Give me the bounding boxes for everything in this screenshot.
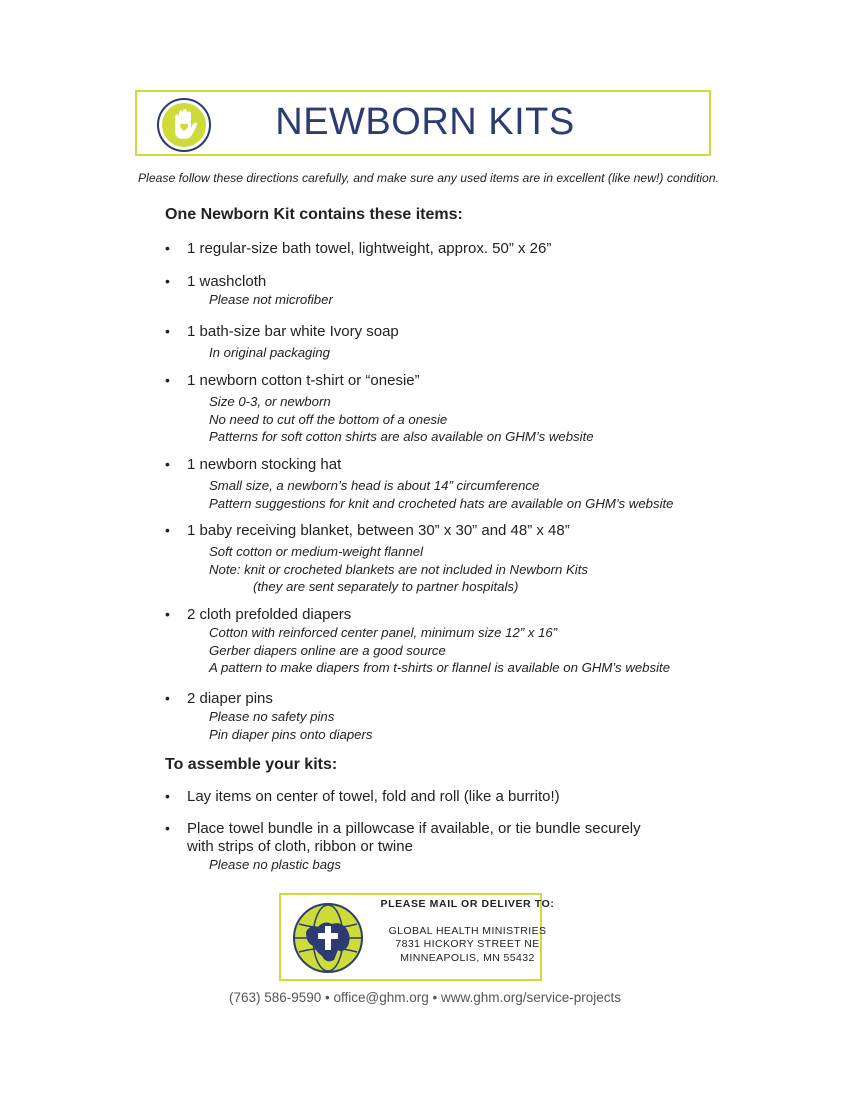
list-item bbox=[165, 820, 645, 874]
bullet: • bbox=[165, 273, 170, 289]
item-text: 1 washcloth bbox=[187, 273, 267, 290]
list-item bbox=[165, 456, 725, 512]
item-note: Soft cotton or medium-weight flannel bbox=[209, 544, 424, 559]
mail-heading: PLEASE MAIL OR DELIVER TO: bbox=[380, 898, 555, 910]
item-note: Please no safety pins bbox=[209, 709, 335, 724]
item-note: Small size, a newborn’s head is about 14” circumference bbox=[209, 478, 540, 493]
item-note: Pin diaper pins onto diapers bbox=[209, 726, 373, 742]
item-note: Note: knit or crocheted blankets are not included in Newborn Kits bbox=[209, 561, 588, 577]
page-title: NEWBORN KITS bbox=[275, 101, 575, 143]
item-text: 2 cloth prefolded diapers bbox=[187, 606, 352, 623]
footer-contact: (763) 586-9590 • office@ghm.org • www.ghm.org/service-projects bbox=[228, 990, 622, 1005]
item-note: Please no plastic bags bbox=[209, 857, 341, 872]
item-note: No need to cut off the bottom of a onesie bbox=[209, 411, 448, 427]
item-note: A pattern to make diapers from t-shirts or flannel is available on GHM’s website bbox=[209, 660, 671, 675]
item-text: 1 baby receiving blanket, between 30” x 30” and 48” x 48” bbox=[187, 522, 570, 539]
globe-cross-icon bbox=[292, 902, 364, 974]
item-note: Cotton with reinforced center panel, minimum size 12” x 16” bbox=[209, 625, 558, 640]
list-item bbox=[165, 522, 725, 596]
item-note: Please not microfiber bbox=[209, 292, 333, 307]
intro-text: Please follow these directions carefully, and make sure any used items are in excellent (like new!) condition. bbox=[138, 171, 720, 185]
hand-heart-icon bbox=[156, 97, 212, 153]
item-note: Patterns for soft cotton shirts are also available on GHM’s website bbox=[209, 429, 594, 444]
item-note: Gerber diapers online are a good source bbox=[209, 642, 446, 658]
list-item bbox=[165, 240, 725, 258]
item-text: Place towel bundle in a pillowcase if available, or tie bundle securely with strips of cloth, ribbon or twine bbox=[187, 820, 641, 855]
item-note: In original packaging bbox=[209, 345, 330, 360]
bullet: • bbox=[165, 522, 170, 538]
mail-street: 7831 HICKORY STREET NE bbox=[395, 938, 540, 950]
item-note: Pattern suggestions for knit and crocheted hats are available on GHM’s website bbox=[209, 495, 674, 511]
item-text: 1 newborn stocking hat bbox=[187, 456, 342, 473]
item-note: (they are sent separately to partner hospitals) bbox=[253, 579, 519, 594]
kit-section-heading: One Newborn Kit contains these items: bbox=[165, 206, 463, 223]
item-text: 2 diaper pins bbox=[187, 690, 273, 707]
bullet: • bbox=[165, 788, 170, 804]
bullet: • bbox=[165, 690, 170, 706]
bullet: • bbox=[165, 323, 170, 339]
item-text: 1 newborn cotton t-shirt or “onesie” bbox=[187, 372, 420, 389]
list-item bbox=[165, 273, 725, 309]
bullet: • bbox=[165, 820, 170, 836]
item-note: Size 0-3, or newborn bbox=[209, 394, 331, 409]
bullet: • bbox=[165, 606, 170, 622]
bullet: • bbox=[165, 456, 170, 472]
bullet: • bbox=[165, 240, 170, 256]
item-text: 1 regular-size bath towel, lightweight, approx. 50” x 26” bbox=[187, 240, 552, 257]
list-item bbox=[165, 372, 725, 446]
item-text: Lay items on center of towel, fold and roll (like a burrito!) bbox=[187, 788, 560, 805]
item-text: 1 bath-size bar white Ivory soap bbox=[187, 323, 399, 340]
bullet: • bbox=[165, 372, 170, 388]
mail-city: MINNEAPOLIS, MN 55432 bbox=[400, 952, 535, 964]
list-item bbox=[165, 690, 725, 743]
list-item bbox=[165, 323, 725, 362]
mail-org: GLOBAL HEALTH MINISTRIES bbox=[388, 925, 547, 937]
list-item bbox=[165, 606, 725, 677]
assemble-section-heading: To assemble your kits: bbox=[165, 756, 338, 773]
list-item bbox=[165, 788, 725, 806]
